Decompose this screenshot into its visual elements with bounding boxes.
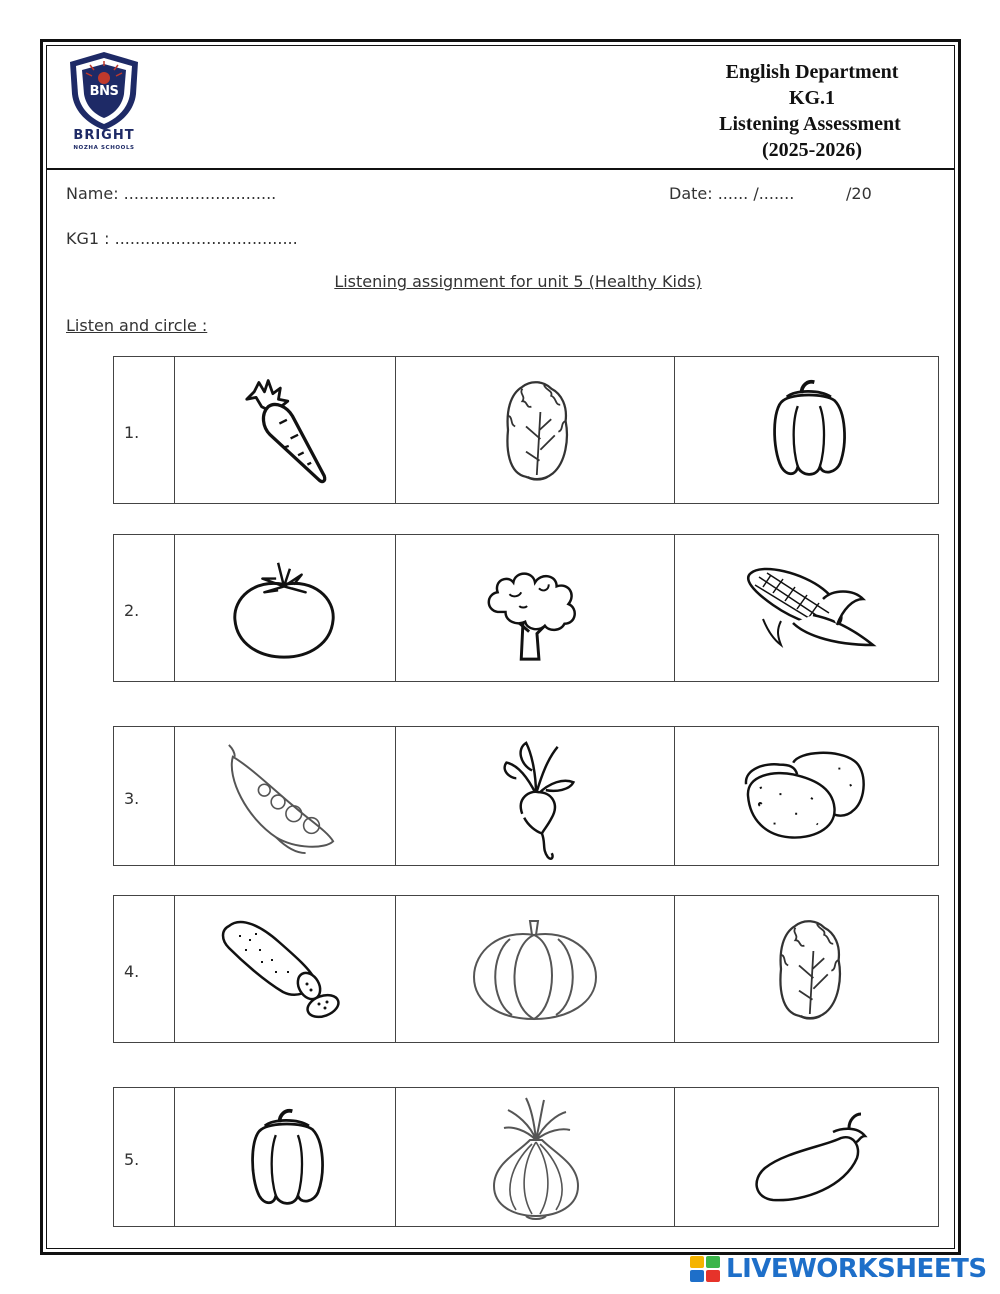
option-cell[interactable] xyxy=(675,535,939,681)
option-cell[interactable] xyxy=(175,535,396,681)
number-cell xyxy=(114,535,175,681)
lettuce-icon[interactable] xyxy=(490,373,580,487)
question-number: 4. xyxy=(124,962,140,981)
option-cell[interactable] xyxy=(175,1088,396,1226)
date-field[interactable]: Date: ...... /....... xyxy=(669,184,795,203)
liveworksheets-badge-icon xyxy=(690,1256,720,1282)
option-cell[interactable] xyxy=(675,727,939,865)
question-row-1 xyxy=(113,356,939,504)
cucumber-icon[interactable] xyxy=(215,914,355,1024)
question-row-2 xyxy=(113,534,939,682)
broccoli-icon[interactable] xyxy=(476,549,594,667)
tomato-icon[interactable] xyxy=(225,555,343,663)
school-name: BRIGHT xyxy=(73,128,135,143)
option-cell[interactable] xyxy=(675,1088,939,1226)
grade-title: KG.1 xyxy=(788,87,836,109)
eggplant-icon[interactable] xyxy=(745,1106,875,1206)
lettuce-icon[interactable] xyxy=(763,912,853,1026)
option-cell[interactable] xyxy=(675,896,939,1042)
score-field: /20 xyxy=(846,184,872,203)
department-title: English Department xyxy=(725,61,899,83)
bell-pepper-icon[interactable] xyxy=(761,373,853,487)
pumpkin-icon[interactable] xyxy=(470,912,600,1028)
question-number: 2. xyxy=(124,601,140,620)
year-title: (2025-2026) xyxy=(762,139,862,161)
option-cell[interactable] xyxy=(396,896,675,1042)
potatoes-icon[interactable] xyxy=(739,745,869,853)
class-field[interactable]: KG1 : .................................... xyxy=(66,229,298,248)
assessment-title: Listening Assessment xyxy=(719,113,901,135)
carrot-icon[interactable] xyxy=(237,375,333,487)
school-logo xyxy=(66,50,142,160)
question-row-3 xyxy=(113,726,939,866)
liveworksheets-logo xyxy=(690,1253,987,1285)
option-cell[interactable] xyxy=(175,727,396,865)
assignment-title: Listening assignment for unit 5 (Healthy Kids) xyxy=(334,272,702,291)
option-cell[interactable] xyxy=(396,727,675,865)
question-row-5 xyxy=(113,1087,939,1227)
school-monogram: BNS xyxy=(89,84,119,99)
option-cell[interactable] xyxy=(175,357,396,503)
option-cell[interactable] xyxy=(175,896,396,1042)
radish-icon[interactable] xyxy=(486,735,586,863)
school-subname: NOZHA SCHOOLS xyxy=(73,145,135,151)
corn-icon[interactable] xyxy=(733,559,883,659)
name-field[interactable]: Name: .............................. xyxy=(66,184,277,203)
option-cell[interactable] xyxy=(396,1088,675,1226)
option-cell[interactable] xyxy=(675,357,939,503)
question-number: 3. xyxy=(124,789,140,808)
instruction-text: Listen and circle : xyxy=(66,316,208,335)
number-cell xyxy=(114,1088,175,1226)
option-cell[interactable] xyxy=(396,535,675,681)
question-row-4 xyxy=(113,895,939,1043)
onion-icon[interactable] xyxy=(486,1094,586,1224)
option-cell[interactable] xyxy=(396,357,675,503)
liveworksheets-wordmark: LIVEWORKSHEETS xyxy=(726,1254,987,1284)
peas-icon[interactable] xyxy=(217,739,345,857)
bell-pepper-icon[interactable] xyxy=(239,1102,331,1216)
header-divider xyxy=(46,168,955,170)
question-number: 5. xyxy=(124,1150,140,1169)
number-cell xyxy=(114,896,175,1042)
number-cell xyxy=(114,357,175,503)
number-cell xyxy=(114,727,175,865)
question-number: 1. xyxy=(124,423,140,442)
